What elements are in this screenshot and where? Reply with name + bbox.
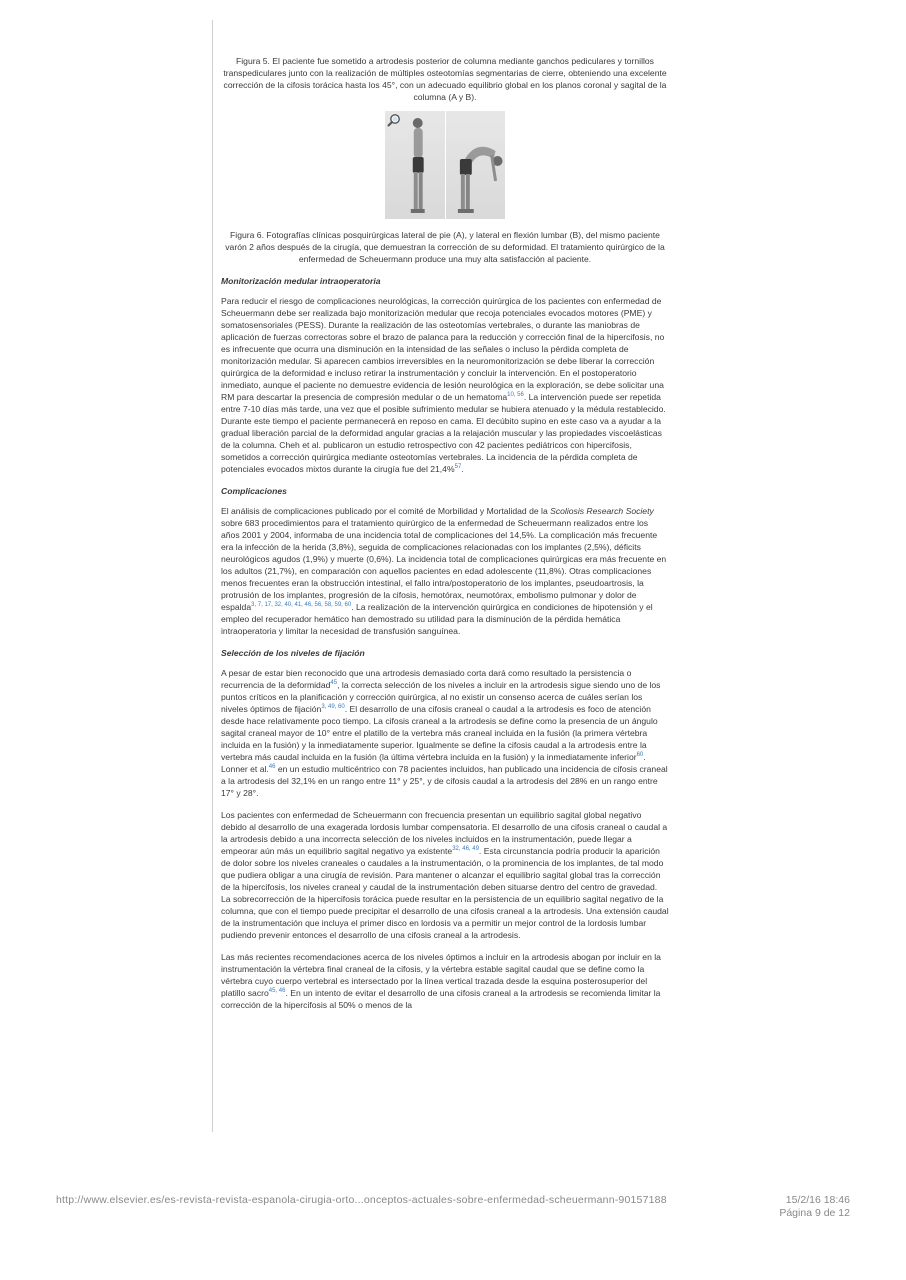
reference-link[interactable]: 10, 56 bbox=[507, 392, 524, 399]
magnifier-icon[interactable] bbox=[387, 113, 401, 127]
photo-standing-lateral bbox=[385, 111, 445, 219]
reference-link[interactable]: 60 bbox=[636, 752, 644, 759]
reference-link[interactable]: 3, 49, 60 bbox=[321, 704, 345, 711]
article-content bbox=[221, 55, 669, 1021]
reference-link[interactable]: 57 bbox=[454, 464, 462, 471]
reference-link[interactable]: 32, 46, 49 bbox=[452, 846, 479, 853]
footer-url: http://www.elsevier.es/es-revista-revista-espanola-cirugia-orto...onceptos-actuales-sobre-enfermedad-scheuermann-90157188 bbox=[56, 1194, 667, 1206]
footer-page-number: Página 9 de 12 bbox=[779, 1207, 850, 1219]
paragraph-seleccion-3: Las más recientes recomendaciones acerca de los niveles óptimos a incluir en la artrodesis abogan por incluir en la instrumentación la vértebra final craneal de la cifosis, y la vértebra estable sagital caudal que se define como la vértebra cuyo cuerpo vertebral es intersectado por la línea vertical trazada desde la esquina posterosuperior del platillo sacro$^{45, 46}$. En un intento de evitar el desarrollo de una cifosis craneal a la artrodesis se recomienda limitar la corrección de la hipercifosis al 50% o menos de la bbox=[221, 952, 661, 1010]
section-heading-complicaciones: Complicaciones bbox=[221, 486, 287, 496]
paragraph-complicaciones: El análisis de complicaciones publicado por el comité de Morbilidad y Mortalidad de la Scoliosis Research Society sobre 683 procedimientos para el tratamiento quirúrgico de la enfermedad de Scheuermann realizados entre los años 2001 y 2004, informaba de una incidencia total de complicaciones del 14,5%. La complicación más frecuente era la infección de la herida (3,8%), seguida de complicaciones relacionadas con los implantes (2,5%), déficits neurológicos agudos (1,9%) y muerte (0,6%). La incidencia total de complicaciones quirúrgicas era más frecuente en los adultos (21,7%), en comparación con aquellos pacientes en edad adolescente (11,8%). Otras complicaciones menos frecuentes eran la obstrucción intestinal, el fallo intra/postoperatorio de los implantes, pseudoartrosis, la protrusión de los implantes, progresión de la cifosis, hemotórax, neumotórax, embolismo pulmonar y dolor de espalda$^{3, 7, 17, 32, 40, 41, 46, 56, 58, 59, 60}$. La realización de la intervención quirúrgica en condiciones de hipotensión y el empleo del recuperador hemático han demostrado su utilidad para la disminución de la pérdida hemática intraoperatoria y limitar la necesidad de transfusión sanguínea. bbox=[221, 506, 667, 636]
section-heading-seleccion: Selección de los niveles de fijación bbox=[221, 648, 365, 658]
section-heading-monitorizacion: Monitorización medular intraoperatoria bbox=[221, 276, 381, 286]
figure6-image[interactable] bbox=[385, 111, 505, 219]
figure6-caption: Figura 6. Fotografías clínicas posquirúrgicas lateral de pie (A), y lateral en flexión lumbar (B), del mismo paciente varón 2 años después de la cirugía, que demuestran la corrección de su deformidad. El tratamiento quirúrgico de la enfermedad de Scheuermann produce una muy alta satisfacción al paciente. bbox=[225, 230, 665, 264]
paragraph-seleccion-1: A pesar de estar bien reconocido que una artrodesis demasiado corta dará como resultado la persistencia o recurrencia de la deformidad$^{45}$, la correcta selección de los niveles a incluir en la artrodesis sigue siendo uno de los puntos críticos en la planificación y corrección quirúrgica, al no existir un consenso acerca de cuáles serían los niveles óptimos de fijación$^{3, 49, 60}$. El desarrollo de una cifosis craneal o caudal a la artrodesis es foco de atención desde hace relativamente poco tiempo. La cifosis craneal a la artrodesis se define como la presencia de un ángulo sagital craneal mayor de 10° entre el platillo de la vertebra más craneal incluida en la fusión (la primera vértebra incluida en la fusión) y la inmediatamente superior. Igualmente se define la cifosis caudal a la artrodesis entre la vertebra más caudal incluida en la fusión (la última vértebra incluida en la fusión) y la inmediatamente inferior$^{60}$. Lonner et al.$^{46}$ en un estudio multicéntrico con 78 pacientes incluidos, han publicado una incidencia de cifosis craneal a la artrodesis del 32,1% en un rango entre 11° y 25°, y de cifosis caudal a la artrodesis del 28% en un rango entre 17° y 28°. bbox=[221, 668, 668, 798]
paragraph-seleccion-2: Los pacientes con enfermedad de Scheuermann con frecuencia presentan un equilibrio sagital global negativo debido al desarrollo de una exagerada lordosis lumbar compensatoria. El desarrollo de una cifosis craneal o caudal a la artrodesis debido a una incorrecta selección de los niveles incluidos en la instrumentación, puede llegar a empeorar aún más un equilibrio sagital negativo ya existente$^{32, 46, 49}$. Esta circunstancia podría producir la aparición de dolor sobre los niveles craneales o caudales a la instrumentación, o la prominencia de los implantes, de tal modo que pudiera obligar a una cirugía de revisión. Para mantener o alcanzar el equilibrio sagital global tras la corrección de la hipercifosis, los niveles craneal y caudal de la instrumentación deben situarse dentro del centro de gravedad. La sobrecorrección de la hipercifosis torácica puede resultar en la persistencia de un equilibrio sagital negativo de la columna, que con el tiempo puede precipitar el desarrollo de una cifosis craneal a la artrodesis. Una extensión caudal de la instrumentación que incluya el primer disco en lordosis va a permitir un mejor control de la lordosis lumbar pudiendo prevenir entonces el desarrollo de una cifosis craneal a la artrodesis. bbox=[221, 810, 669, 940]
footer-datetime: 15/2/16 18:46 bbox=[785, 1194, 850, 1206]
reference-link[interactable]: 45, 46 bbox=[268, 988, 286, 995]
reference-link[interactable]: 3, 7, 17, 32, 40, 41, 46, 56, 58, 59, 60 bbox=[251, 602, 352, 609]
photo-forward-flexion bbox=[446, 111, 506, 219]
reference-link[interactable]: 46 bbox=[268, 764, 276, 771]
left-margin-rule bbox=[212, 20, 213, 1132]
paragraph-monitorizacion: Para reducir el riesgo de complicaciones neurológicas, la corrección quirúrgica de los pacientes con enfermedad de Scheuermann debe ser realizada bajo monitorización medular que recoja potenciales evocados motores (PME) y somatosensoriales (PESS). Durante la realización de las osteotomías vertebrales, o durante las maniobras de aplicación de fuerzas correctoras sobre el brazo de palanca para la reducción y corrección final de la hipercifosis, no es infrecuente que ocurra una disminución en la intensidad de las señales o incluso la pérdida completa de monitorización medular. Si aparecen cambios irreversibles en la neuromonitorización se debe liberar la corrección quirúrgica de la deformidad e incluso retirar la instrumentación y concluir la intervención. En el postoperatorio inmediato, aunque el paciente no demuestre evidencia de lesión neurológica en la exploración, se debe solicitar una RM para descartar la presencia de compresión medular o de un hematoma$^{10, 56}$. La intervención puede ser repetida entre 7-10 días más tarde, una vez que el posible sufrimiento medular se hubiera atenuado y la médula restablecido. Durante este tiempo el paciente permanecerá en reposo en cama. El decúbito supino en este caso va a ayudar a la gradual liberación parcial de la deformidad angular gracias a la relajación muscular y las propiedades viscoelásticas de la columna. Cheh et al. publicaron un estudio retrospectivo con 42 pacientes pediátricos con hipercifosis, sometidos a corrección quirúrgica mediante osteotomías vertebrales. La incidencia de la pérdida completa de potenciales evocados mixtos durante la cirugía fue del 21,4%$^{57}$. bbox=[221, 296, 666, 474]
footer-page-info bbox=[779, 1194, 850, 1220]
figure5-caption: Figura 5. El paciente fue sometido a artrodesis posterior de columna mediante ganchos pediculares y tornillos transpediculares junto con la realización de múltiples osteotomías segmentarias de cierre, obteniendo una excelente corrección de la cifosis torácica hasta los 45°, con un adecuado equilibrio global en los planos coronal y sagital de la columna (A y B). bbox=[223, 56, 667, 102]
reference-link[interactable]: 45 bbox=[330, 680, 338, 687]
